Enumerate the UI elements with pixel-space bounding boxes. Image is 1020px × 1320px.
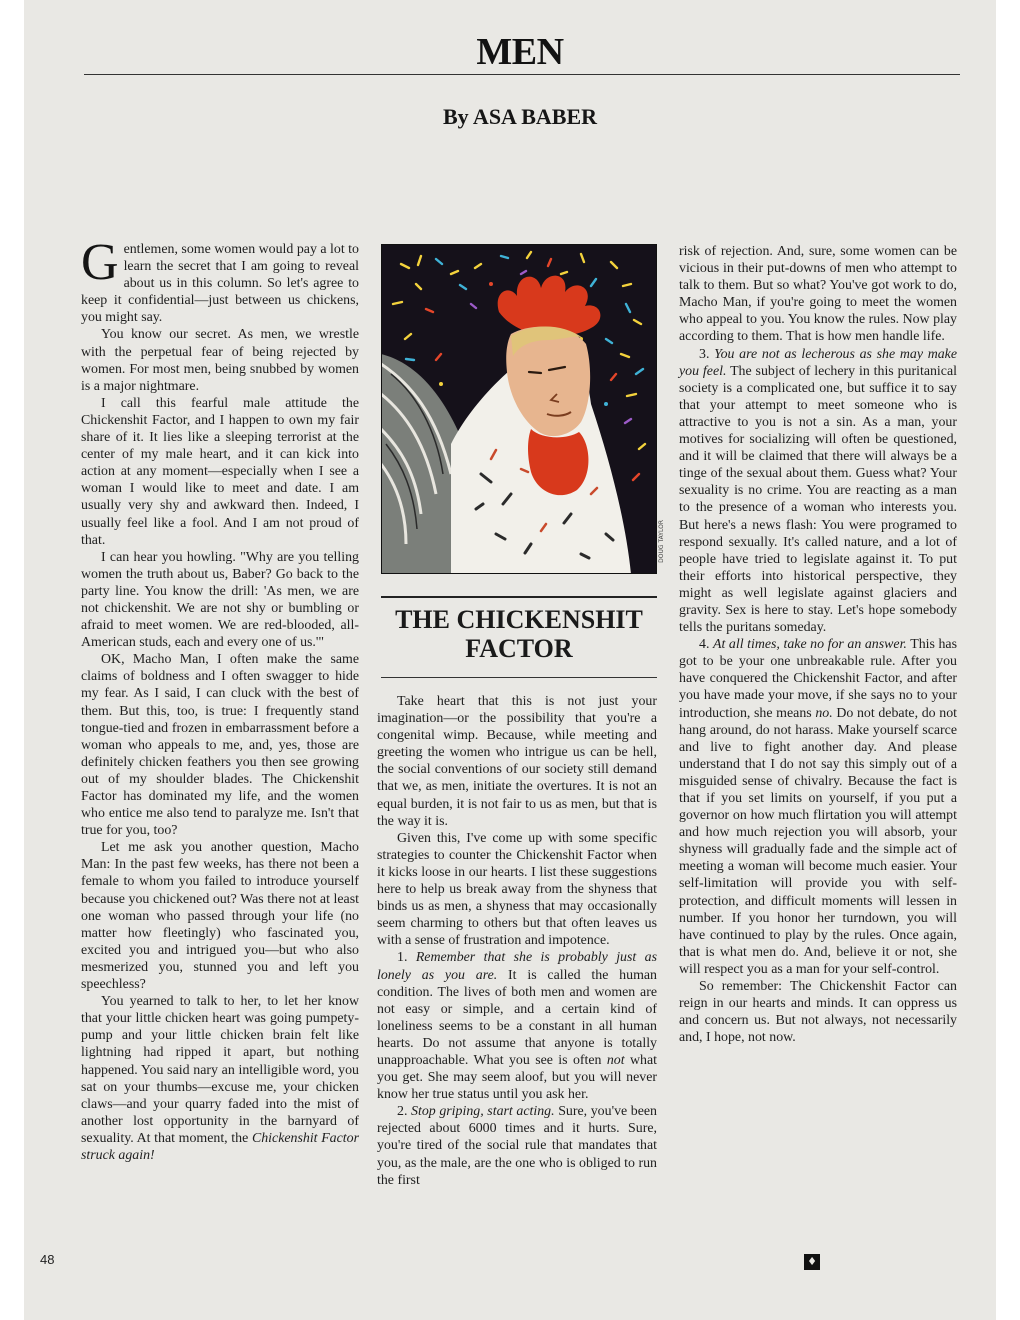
- section-title: MEN: [476, 31, 564, 73]
- paragraph: [679, 346, 957, 637]
- list-number: 3.: [699, 346, 715, 362]
- byline: By ASA BABER: [442, 104, 598, 129]
- article-column-3: [679, 243, 957, 1046]
- paragraph: risk of rejection. And, sure, some women can be vicious in their put-downs of men who attempt to talk to them. But so what? You've got work to do, Macho Man, if you're going to meet the women who appeal to you. You know the rules. Now play according to them. That is how men handle life.: [679, 244, 957, 345]
- emphasis-text: You are not as lecherous as she may make you feel.: [679, 346, 957, 379]
- paragraph-text: what you get. She may seem aloof, but you will never know her true status until you ask her.: [377, 1052, 657, 1103]
- paragraph: [81, 234, 359, 326]
- paragraph: [377, 949, 657, 1103]
- paragraph: Given this, I've come up with some specific strategies to counter the Chickenshit Factor when it kicks loose in our hearts. I list these suggestions here to help us break away from the shyness that binds us as men, a shyness that may occasionally seem charming to others but that often leaves us with a sense of frustration and impotence.: [377, 830, 657, 949]
- paragraph-text: Do not debate, do not hang around, do not harass. Make yourself scarce and live to fight another day. And please understand that I do not say this simply out of a misguided sense of chivalry. Because the fact is that if you set limits on yourself, if you put a governor on how much flirtation you will attempt and how much rejection you will absorb, your shyness will gradually fade and the simple act of meeting a woman will become much easier. Your self-limitation will provide you with self-protection, and difficult moments will lessen in number. If you honor her turndown, you will have continued to play by the rules. Once again, that is what men do. And, believe it or not, she will respect you as a man for your self-control.: [679, 705, 957, 977]
- article-column-2: [377, 693, 657, 1189]
- emphasis-text: Remember that she is probably just as lonely as you are.: [377, 950, 657, 983]
- paragraph: [81, 993, 359, 1164]
- paragraph: Take heart that this is not just your imagination—or the possibility that you're a congenital wimp. Because, while meeting and greeting the women who intrigue us can be hell, the social conventions of our society still demand that we, as men, initiate the overtures. It is not an equal burden, it is not fair to us as men, but that is the way it is.: [377, 694, 657, 829]
- paragraph: I call this fearful male attitude the Chickenshit Factor, and I happen to own my fair share of it. It lies like a sleeping terrorist at the center of my male heart, and it can kick into action at any moment—especially when I see a woman I would like to meet and date. I am usually very shy and awkward then. Indeed, I usually feel like a fool. And I am not proud of that.: [81, 395, 359, 548]
- paragraph-text: The subject of lechery in this puritanical society is a complicated one, but suffice it to say that your attempt to meet someone who is attractive to you is not a sin. As a man, your motives for socializing will often be questioned, and it will be claimed that there will always be a tinge of the sexual about them. Guess what? Your sexuality is no crime. You are reacting as a man to the presence of a woman who interests you. But here's a news flash: You were programed to respond sexually. It's called nature, and a lot of people have tried to legislate against it. To put their efforts into historical perspective, they might as well legislate against glaciers and gravity. Sex is here to stay. Let's hope somebody tells the puritans someday.: [679, 363, 957, 636]
- list-number: 2.: [397, 1104, 412, 1120]
- paragraph-text: You yearned to talk to her, to let her know that your little chicken heart was going pumpety-pump and your little chicken brain felt like lightning had ripped it apart, but nothing happened. You said nary an intelligible word, you sat on your thumbs—excuse me, your chicken claws—and your quarry faded into the mist of another lost opportunity in the barnyard of sexuality. At that moment, the: [81, 994, 359, 1146]
- paragraph: You know our secret. As men, we wrestle with the perpetual fear of being rejected by women. For most men, being snubbed by women is a major nightmare.: [81, 327, 359, 394]
- header-rule: [84, 74, 960, 75]
- title-rule-top: [381, 596, 657, 598]
- article-column-1: [81, 234, 359, 1164]
- rooster-man-illustration: [381, 244, 657, 574]
- list-number: 4.: [699, 637, 713, 653]
- feature-title: THE CHICKENSHIT FACTOR: [395, 605, 643, 663]
- paragraph: [679, 636, 957, 978]
- drop-cap: G: [81, 234, 119, 291]
- emphasis-text: At all times, take no for an answer.: [712, 637, 907, 653]
- playboy-rabbit-icon: ♦: [804, 1254, 820, 1270]
- emphasis-text: no.: [815, 705, 833, 721]
- emphasis-text: Chickenshit Factor struck again!: [81, 1130, 359, 1163]
- paragraph: OK, Macho Man, I often make the same claims of boldness and I often swagger to hide my fear. As I said, I can cluck with the best of them. But this, too, is true: I frequently stand tongue-tied and frozen in embarrassment before a woman who appeals to me, and, yes, those are definitely chicken feathers you then see growing out of my shoulder blades. The Chickenshit Factor has dominated my life, and the women who entice me also tend to paralyze me. Isn't that true for you, too?: [81, 652, 359, 839]
- paragraph-text: It is called the human condition. The lives of both men and women are not easy or simple, and a certain kind of loneliness seems to be a constant in all human hearts. Do not assume that anyone is totally unapproachable. What you see is often: [377, 967, 657, 1068]
- paragraph: Let me ask you another question, Macho Man: In the past few weeks, has there not been a female to whom you failed to introduce yourself because you chickened out? Was there not at least one woman who passed through your life (no matter how fleetingly) who fascinated you, excited you and intrigued you—but who also mesmerized you, stunned you and left you speechless?: [81, 840, 359, 993]
- paragraph: So remember: The Chickenshit Factor can reign in our hearts and minds. It can oppress us and concern us. But not always, not necessarily and, I hope, not now.: [679, 979, 957, 1046]
- paragraph-text: entlemen, some women would pay a lot to learn the secret that I am going to reveal about us in this column. So let's agree to keep it confidential—just between us chickens, you might say.: [81, 242, 359, 326]
- emphasis-text: Stop griping, start acting.: [411, 1104, 555, 1120]
- paragraph-text: This has got to be your one unbreakable rule. After you have conquered the Chickenshit Factor, and after you have made your move, if she says no to your introduction, she means: [679, 637, 958, 721]
- paragraph-text: Sure, you've been rejected about 6000 times and it hurts. Sure, you're tired of the social rule that mandates that you, as the male, are the one who is obliged to run the first: [377, 1104, 658, 1188]
- title-rule-bottom: [381, 677, 657, 678]
- page-number: 48: [40, 1252, 55, 1267]
- paragraph: I can hear you howling. "Why are you telling women the truth about us, Baber? Go back to the party line. You know the drill: 'As men, we are not chickenshit. We are not shy or bumbling or afraid to meet women. We are red-blooded, all-American studs, each and every one of us.'": [81, 549, 359, 651]
- list-number: 1.: [397, 950, 416, 966]
- emphasis-text: not: [606, 1052, 625, 1068]
- illustration-credit: DOUG TAYLOR: [658, 520, 665, 563]
- paragraph: [377, 1103, 657, 1188]
